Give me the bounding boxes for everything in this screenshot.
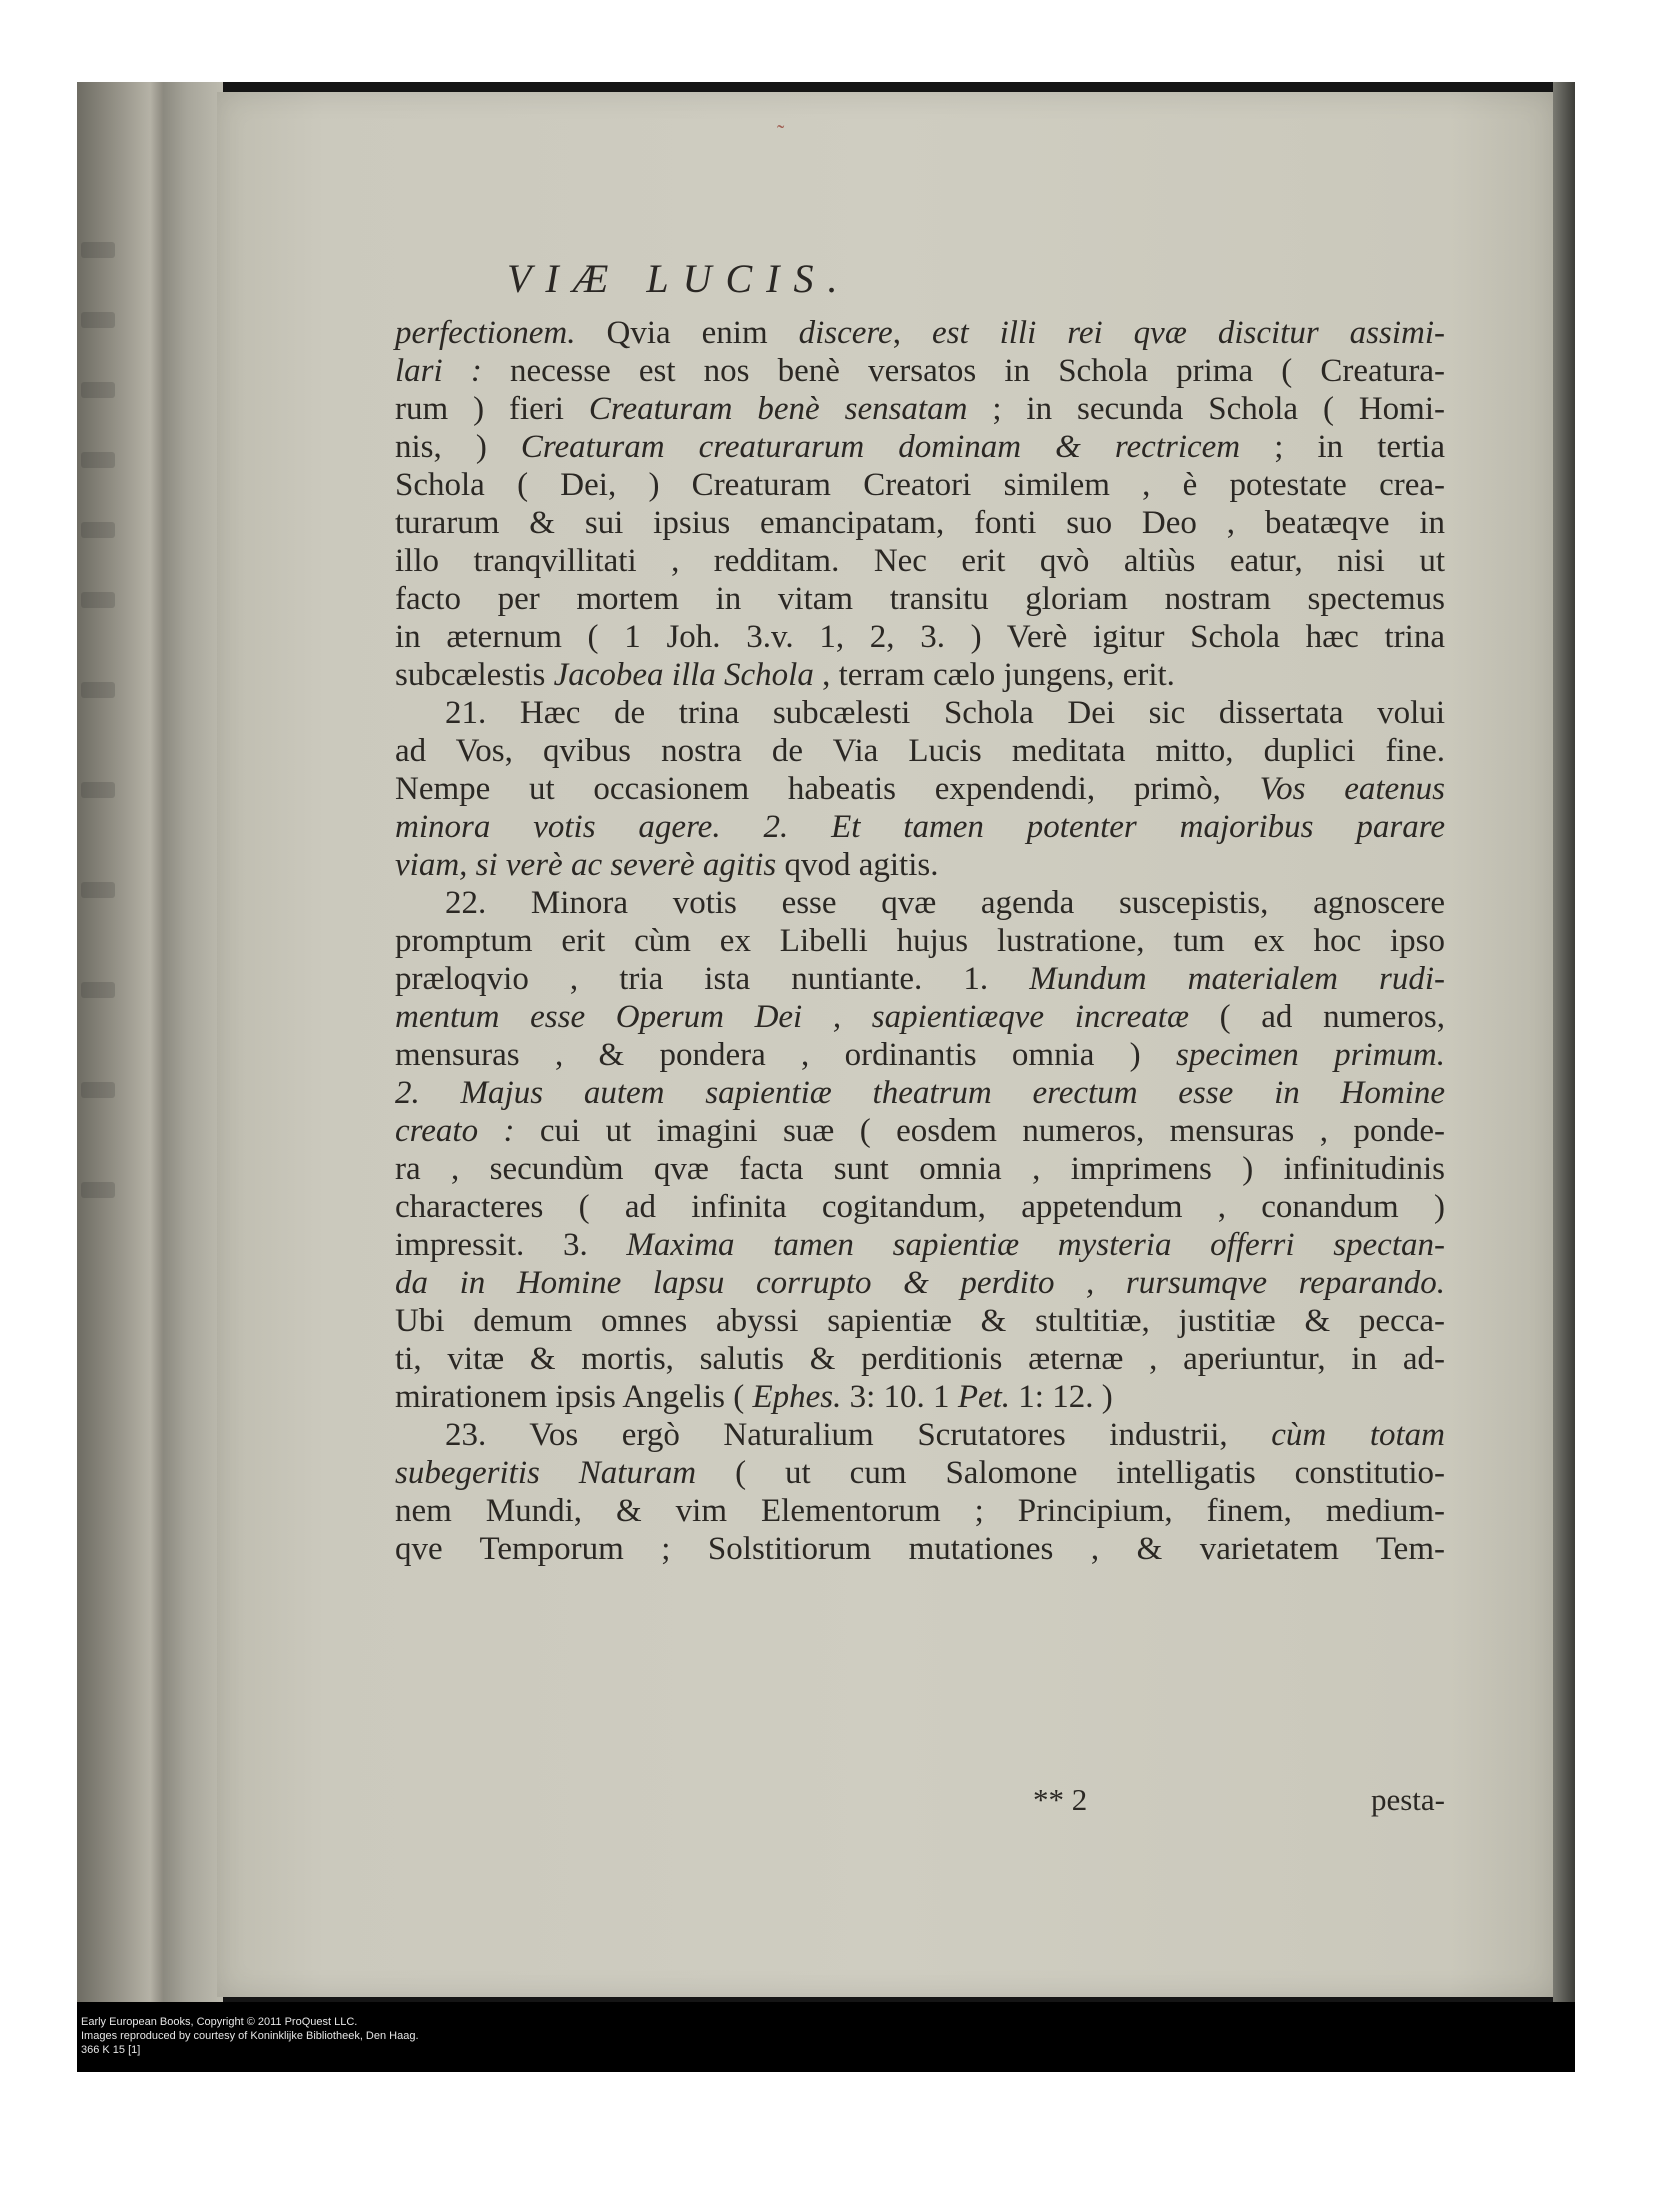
roman-run: Ubi demum omnes abyssi sapientiæ & stultitiæ, justitiæ & pecca- [395,1303,1445,1339]
text-line [395,732,1445,770]
italic-run: Creaturam benè sensatam [588,391,968,427]
italic-run: cùm totam [1271,1417,1446,1453]
text-line [395,998,1445,1036]
roman-run: turarum & sui ipsius emancipatam, fonti suo Deo , beatæqve in [395,505,1445,541]
text-line [395,1036,1445,1074]
text-line [395,884,1445,922]
text-line [395,1530,1445,1568]
italic-run: creato : [395,1113,515,1149]
binding-gutter [163,82,223,2002]
text-line [395,694,1445,732]
italic-run: viam, si verè ac severè agitis [395,847,777,883]
bleed-through-mark [81,242,115,258]
shelfmark-line: 366 K 15 [1] [81,2044,141,2056]
bleed-through-mark [81,982,115,998]
copyright-footer [77,2002,1575,2072]
italic-run: Mundum materialem rudi- [1029,961,1445,997]
italic-run: lari : [395,353,482,389]
text-line [395,846,1445,884]
italic-run: Pet. [957,1379,1011,1415]
text-line [395,1188,1445,1226]
body-text [395,314,1445,1568]
running-head: VIÆ LUCIS. [507,256,852,301]
bleed-through-mark [81,522,115,538]
roman-run: Qvia enim [606,315,799,351]
roman-run: qve Temporum ; Solstitiorum mutationes , & varietatem Tem- [395,1531,1445,1567]
roman-run: illo tranqvillitati , redditam. Nec erit qvò altiùs eatur, nisi ut [395,543,1445,579]
roman-run: 22. Minora votis esse qvæ agenda suscepistis, agnoscere [445,885,1445,921]
text-line [395,960,1445,998]
roman-run: ti, vitæ & mortis, salutis & perditionis æternæ , aperiuntur, in ad- [395,1341,1445,1377]
roman-run: nem Mundi, & vim Elementorum ; Principium, finem, medium- [395,1493,1445,1529]
bleed-through-mark [81,882,115,898]
roman-run: ; in tertia [1240,429,1445,465]
bleed-through-mark [81,312,115,328]
roman-run: qvod agitis. [776,847,939,883]
roman-run: 23. Vos ergò Naturalium Scrutatores industrii, [445,1417,1272,1453]
text-line [395,770,1445,808]
roman-run: 21. Hæc de trina subcælesti Schola Dei sic dissertata volui [445,695,1445,731]
italic-run: est illi rei qvæ discitur assimi- [931,315,1445,351]
courtesy-line: Images reproduced by courtesy of Koninklijke Bibliotheek, Den Haag. [81,2030,419,2042]
page-footer-marks [395,1782,1445,1822]
text-line [395,1340,1445,1378]
text-line [395,1416,1445,1454]
text-line [395,542,1445,580]
bleed-through-mark [81,592,115,608]
roman-run: , [892,315,932,351]
text-line [395,808,1445,846]
catchword: pesta- [1370,1782,1445,1817]
bleed-through-mark [81,682,115,698]
roman-run: characteres ( ad infinita cogitandum, appetendum , conandum ) [395,1189,1445,1225]
italic-run: 2. Majus autem sapientiæ theatrum erectum esse in Homine [395,1075,1445,1111]
roman-run: ra , secundùm qvæ facta sunt omnia , imprimens ) infinitudinis [395,1151,1445,1187]
previous-page-edge [77,82,163,2002]
italic-run: subegeritis Naturam [395,1455,697,1491]
text-line [395,390,1445,428]
text-line [395,1074,1445,1112]
italic-run: minora votis agere. 2. Et tamen potenter majoribus parare [395,809,1445,845]
scan-frame [77,82,1575,2072]
copyright-line: Early European Books, Copyright © 2011 ProQuest LLC. [81,2016,358,2028]
roman-run: promptum erit cùm ex Libelli hujus lustratione, tum ex hoc ipso [395,923,1445,959]
roman-run: nis, ) [395,429,521,465]
roman-run: 3: 10. 1 [841,1379,958,1415]
italic-run: da in Homine lapsu corrupto & perdito , rursumqve reparando. [395,1265,1445,1301]
text-line [395,1454,1445,1492]
roman-run: necesse est nos benè versatos in Schola prima ( Creatura- [481,353,1445,389]
right-page-edge [1553,82,1575,2002]
book-page [217,92,1557,1997]
bleed-through-mark [81,782,115,798]
roman-run: Schola ( Dei, ) Creaturam Creatori similem , è potestate crea- [395,467,1445,503]
text-line [395,1302,1445,1340]
roman-run: in æternum ( 1 Joh. 3.v. 1, 2, 3. ) Verè igitur Schola hæc trina [395,619,1445,655]
bleed-through-mark [81,1082,115,1098]
italic-run: discere [798,315,893,351]
text-line [395,352,1445,390]
text-line [395,1378,1445,1416]
text-line [395,428,1445,466]
text-line [395,1492,1445,1530]
roman-run: Nempe ut occasionem habeatis expendendi, primò, [395,771,1260,807]
italic-run: Jacobea illa Schola [553,657,814,693]
bleed-through-mark [81,1182,115,1198]
text-line [395,466,1445,504]
italic-run: Vos eatenus [1259,771,1445,807]
text-line [395,618,1445,656]
roman-run: ( ad numeros, [1188,999,1445,1035]
text-line [395,504,1445,542]
roman-run: 1: 12. ) [1010,1379,1113,1415]
roman-run: ; in secunda Schola ( Homi- [967,391,1446,427]
bleed-through-mark [81,382,115,398]
text-line [395,314,1445,352]
roman-run: rum ) fieri [395,391,589,427]
italic-run: specimen primum. [1175,1037,1445,1073]
bleed-through-mark [81,452,115,468]
text-line [395,656,1445,694]
roman-run: facto per mortem in vitam transitu gloriam nostram spectemus [395,581,1445,617]
text-line [395,1264,1445,1302]
italic-run: mentum esse Operum Dei , sapientiæqve increatæ [395,999,1189,1035]
roman-run: impressit. 3. [395,1227,627,1263]
ink-stain: ˜ [777,120,785,145]
italic-run: Ephes. [752,1379,842,1415]
roman-run: mirationem ipsis Angelis ( [395,1379,753,1415]
roman-run: , terram cælo jungens, erit. [813,657,1175,693]
roman-run: ad Vos, qvibus nostra de Via Lucis meditata mitto, duplici fine. [395,733,1445,769]
italic-run: Maxima tamen sapientiæ mysteria offerri spectan- [626,1227,1445,1263]
roman-run: præloqvio , tria ista nuntiante. 1. [395,961,1030,997]
text-line [395,580,1445,618]
roman-run: subcælestis [395,657,554,693]
italic-run: Creaturam creaturarum dominam & rectricem [520,429,1241,465]
text-line [395,1112,1445,1150]
text-line [395,922,1445,960]
roman-run: cui ut imagini suæ ( eosdem numeros, mensuras , ponde- [514,1113,1445,1149]
text-line [395,1150,1445,1188]
roman-run: ( ut cum Salomone intelligatis constitutio- [696,1455,1445,1491]
text-line [395,1226,1445,1264]
italic-run: perfectionem. [395,315,607,351]
roman-run: mensuras , & pondera , ordinantis omnia ) [395,1037,1176,1073]
signature-mark: ** 2 [1033,1782,1088,1817]
